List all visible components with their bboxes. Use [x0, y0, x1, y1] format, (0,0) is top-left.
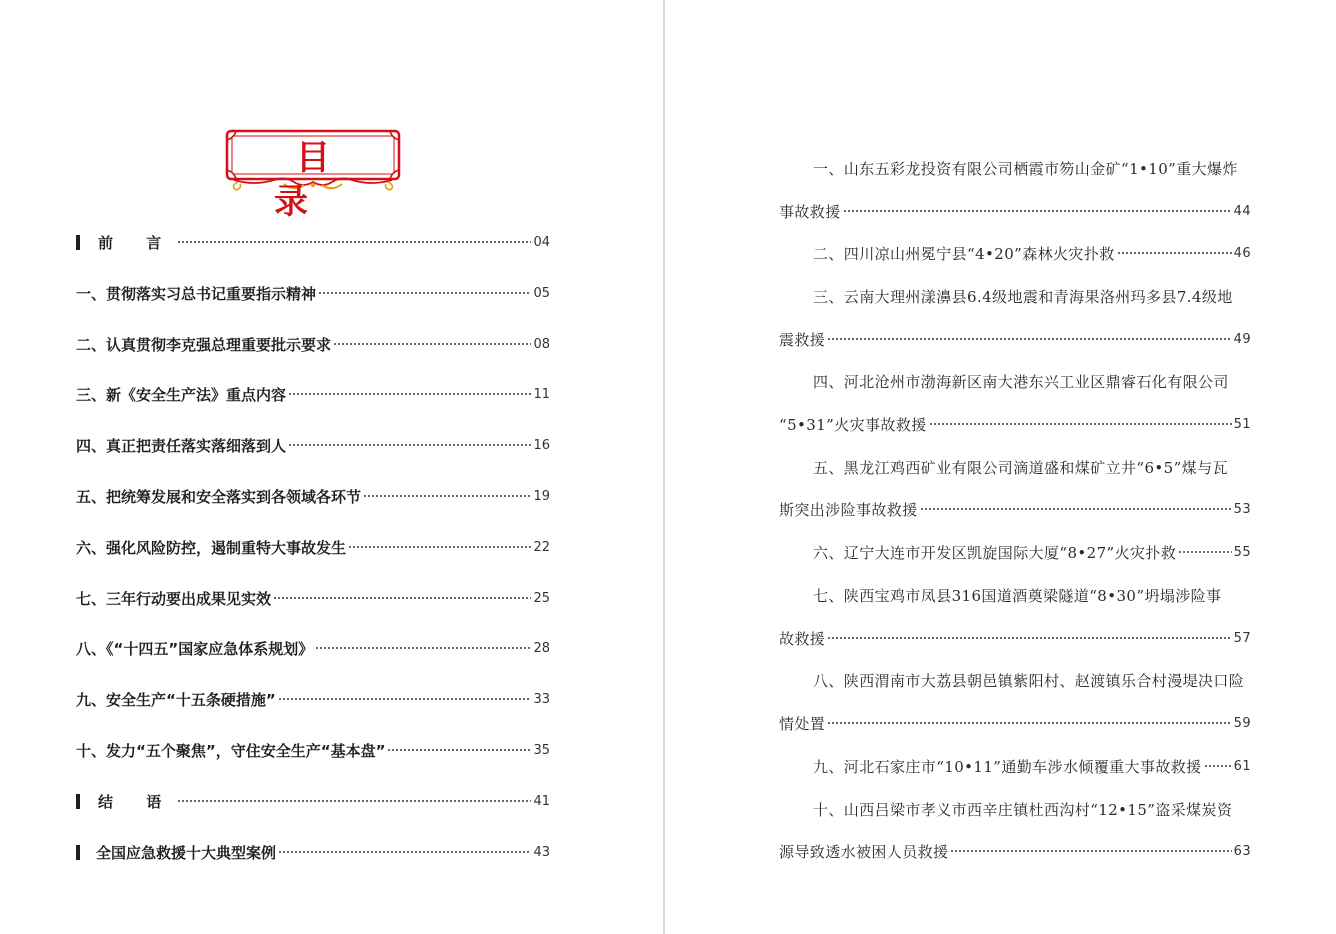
toc-item-page: 04: [533, 234, 550, 250]
dot-leader: [920, 508, 1232, 510]
toc-item-9[interactable]: [76, 685, 550, 713]
toc-item-label: 一、贯彻落实习总书记重要指示精神: [76, 284, 317, 303]
case-title: 五、黑龙江鸡西矿业有限公司滴道盛和煤矿立井“6•5”煤与瓦: [813, 458, 1228, 477]
case-page: 61: [1233, 758, 1251, 774]
case-page: 63: [1233, 843, 1251, 859]
bullet-bar-icon: [76, 235, 80, 250]
dot-leader: [1178, 551, 1231, 553]
toc-item-1[interactable]: [76, 279, 550, 307]
case-item-8-line1[interactable]: [779, 662, 1251, 698]
case-title: 九、河北石家庄市“10•11”通勤车涉水倾覆重大事故救援: [813, 757, 1202, 776]
toc-item-page: 28: [533, 640, 550, 656]
toc-item-7[interactable]: [76, 584, 550, 612]
case-title: 十、山西吕梁市孝义市西辛庄镇杜西沟村“12•15”盗采煤炭资: [813, 800, 1233, 819]
toc-item-8[interactable]: [76, 634, 550, 662]
case-title-cont: 事故救援: [779, 202, 841, 221]
case-item-2[interactable]: [779, 235, 1251, 271]
toc-item-preface[interactable]: [76, 228, 550, 256]
toc-item-label: 十、发力“五个聚焦”，守住安全生产“基本盘”: [76, 741, 386, 760]
case-item-10-line2[interactable]: [779, 833, 1251, 869]
toc-item-label: 三、新《安全生产法》重点内容: [76, 385, 287, 404]
toc-item-5[interactable]: [76, 482, 550, 510]
toc-item-label: 九、安全生产“十五条硬措施”: [76, 690, 276, 709]
toc-item-4[interactable]: [76, 431, 550, 459]
case-item-3-line1[interactable]: [779, 278, 1251, 314]
dot-leader: [827, 722, 1231, 724]
dot-leader: [333, 343, 531, 345]
toc-item-page: 08: [533, 336, 550, 352]
toc-title-plaque: [224, 128, 402, 222]
dot-leader: [950, 850, 1231, 852]
case-title-cont: 情处置: [779, 714, 826, 733]
toc-item-2[interactable]: [76, 330, 550, 358]
dot-leader: [827, 338, 1231, 340]
case-item-5-line2[interactable]: [779, 491, 1251, 527]
dot-leader: [288, 444, 531, 446]
bullet-bar-icon: [76, 794, 80, 809]
case-title: 二、四川凉山州冕宁县“4•20”森林火灾扑救: [813, 244, 1115, 263]
case-item-8-line2[interactable]: [779, 705, 1251, 741]
case-page: 57: [1233, 630, 1251, 646]
case-item-4-line1[interactable]: [779, 363, 1251, 399]
case-item-5-line1[interactable]: [779, 449, 1251, 485]
case-page: 53: [1233, 501, 1251, 517]
toc-item-page: 35: [533, 742, 550, 758]
dot-leader: [288, 393, 531, 395]
case-item-9[interactable]: [779, 748, 1251, 784]
case-title-cont: 斯突出涉险事故救援: [779, 500, 918, 519]
toc-item-label: 二、认真贯彻李克强总理重要批示要求: [76, 335, 332, 354]
case-title-cont: “5•31”火灾事故救援: [779, 415, 927, 434]
toc-item-label: 七、三年行动要出成果见实效: [76, 589, 272, 608]
dot-leader: [827, 637, 1231, 639]
case-title-cont: 源导致透水被困人员救援: [779, 842, 949, 861]
case-page: 59: [1233, 715, 1251, 731]
case-item-1-line1[interactable]: [779, 150, 1251, 186]
case-title-cont: 震救援: [779, 330, 826, 349]
toc-item-page: 22: [533, 539, 550, 555]
toc-item-page: 25: [533, 590, 550, 606]
case-item-7-line1[interactable]: [779, 577, 1251, 613]
toc-item-6[interactable]: [76, 533, 550, 561]
dot-leader: [1204, 765, 1232, 767]
dot-leader: [273, 597, 531, 599]
case-page: 51: [1233, 416, 1251, 432]
toc-item-page: 33: [533, 691, 550, 707]
dot-leader: [843, 210, 1232, 212]
case-item-1-line2[interactable]: [779, 193, 1251, 229]
dot-leader: [387, 749, 531, 751]
dot-leader: [278, 851, 531, 853]
toc-item-label: 六、强化风险防控，遏制重特大事故发生: [76, 538, 347, 557]
case-title: 六、辽宁大连市开发区凯旋国际大厦“8•27”火灾扑救: [813, 543, 1177, 562]
case-item-6[interactable]: [779, 534, 1251, 570]
case-title: 一、山东五彩龙投资有限公司栖霞市笏山金矿“1•10”重大爆炸: [813, 159, 1238, 178]
left-page: [0, 0, 664, 934]
toc-item-conclusion[interactable]: [76, 787, 550, 815]
case-page: 46: [1233, 245, 1251, 261]
toc-title: 目 录: [274, 138, 374, 222]
dot-leader: [348, 546, 531, 548]
dot-leader: [177, 800, 531, 802]
toc-item-cases[interactable]: [76, 838, 550, 866]
dot-leader: [318, 292, 531, 294]
toc-item-label: 四、真正把责任落实落细落到人: [76, 436, 287, 455]
case-title-cont: 故救援: [779, 629, 826, 648]
toc-item-label: 结 语: [98, 792, 176, 811]
toc-item-page: 05: [533, 285, 550, 301]
toc-item-page: 11: [533, 386, 550, 402]
toc-item-label: 五、把统筹发展和安全落实到各领域各环节: [76, 487, 362, 506]
case-item-10-line1[interactable]: [779, 791, 1251, 827]
bullet-bar-icon: [76, 845, 80, 860]
dot-leader: [177, 241, 531, 243]
case-title: 七、陕西宝鸡市凤县316国道酒奠梁隧道“8•30”坍塌涉险事: [813, 586, 1222, 605]
dot-leader: [929, 423, 1232, 425]
dot-leader: [315, 647, 531, 649]
case-item-3-line2[interactable]: [779, 321, 1251, 357]
case-title: 八、陕西渭南市大荔县朝邑镇紫阳村、赵渡镇乐合村漫堤决口险: [813, 671, 1245, 690]
toc-item-label: 前 言: [98, 233, 176, 252]
case-page: 55: [1233, 544, 1251, 560]
case-item-7-line2[interactable]: [779, 620, 1251, 656]
case-item-4-line2[interactable]: [779, 406, 1251, 442]
toc-item-page: 16: [533, 437, 550, 453]
dot-leader: [1117, 252, 1232, 254]
toc-item-10[interactable]: [76, 736, 550, 764]
dot-leader: [278, 698, 532, 700]
case-title: 四、河北沧州市渤海新区南大港东兴工业区鼎睿石化有限公司: [813, 372, 1229, 391]
toc-item-label: 八、《“十四五”国家应急体系规划》: [76, 639, 314, 658]
toc-item-page: 43: [533, 844, 550, 860]
toc-item-3[interactable]: [76, 380, 550, 408]
case-page: 49: [1233, 331, 1251, 347]
case-title: 三、云南大理州漾濞县6.4级地震和青海果洛州玛多县7.4级地: [813, 287, 1233, 306]
case-page: 44: [1233, 203, 1251, 219]
toc-item-label: 全国应急救援十大典型案例: [96, 843, 277, 862]
toc-item-page: 41: [533, 793, 550, 809]
dot-leader: [363, 495, 531, 497]
toc-item-page: 19: [533, 488, 550, 504]
